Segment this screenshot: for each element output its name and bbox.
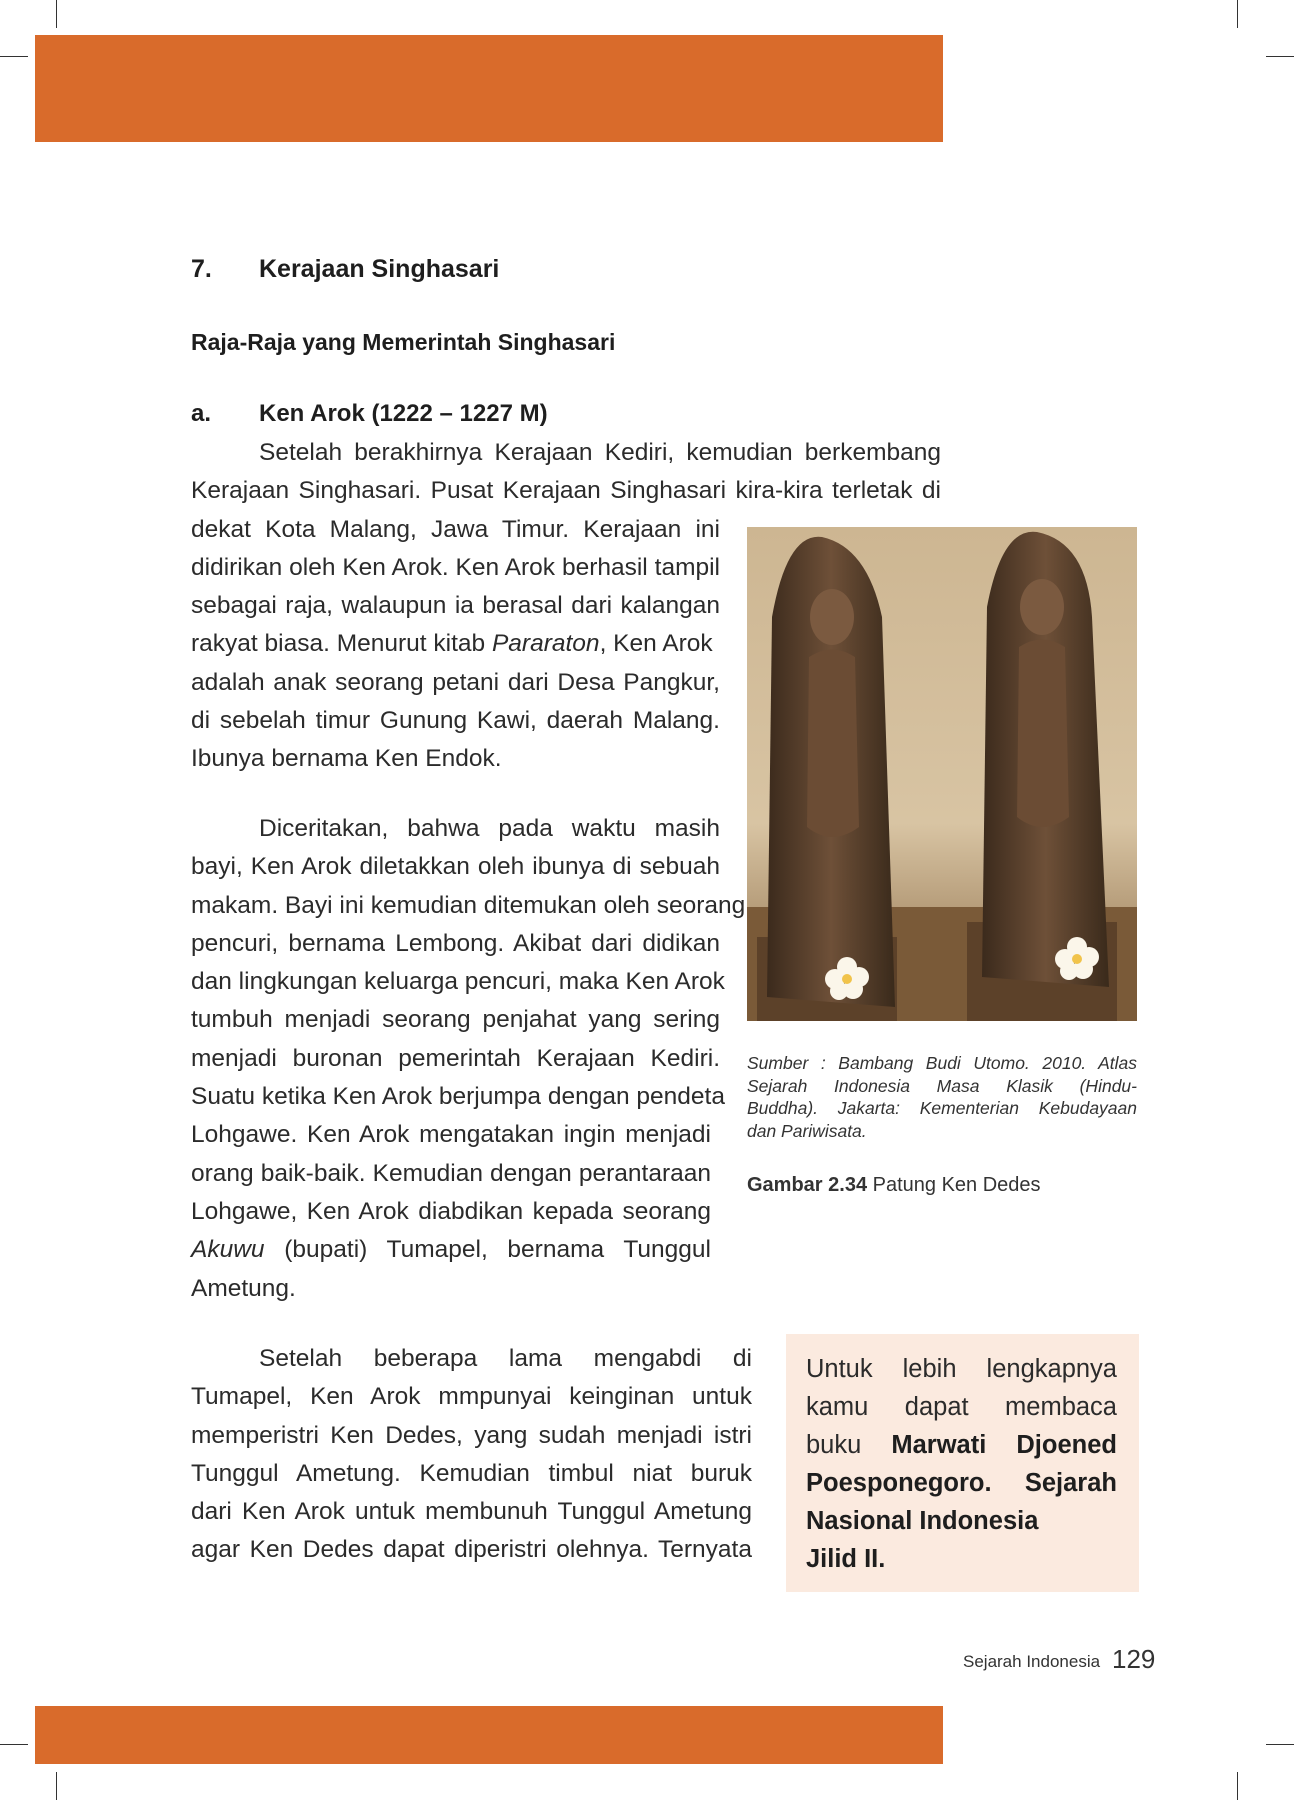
crop-mark <box>56 0 57 28</box>
text-line: Ametung. <box>191 1274 296 1302</box>
paragraph-2 <box>191 810 746 1308</box>
book-author: Marwati Djoened <box>891 1431 1117 1459</box>
italic-term: Pararaton <box>491 630 600 658</box>
text-line: didirikan oleh Ken Arok. Ken Arok berhasil tampil <box>191 553 720 581</box>
paragraph-3 <box>191 1340 752 1570</box>
statue-photo <box>747 527 1137 1021</box>
italic-term: Akuwu <box>191 1236 265 1264</box>
text-line: Tumapel, Ken Arok mmpunyai keinginan untuk <box>191 1383 752 1411</box>
item-heading <box>191 400 548 428</box>
text-line: makam. Bayi ini kemudian ditemukan oleh seorang <box>191 891 746 919</box>
text-line: dan lingkungan keluarga pencuri, maka Ken Arok <box>191 968 725 996</box>
text-line: dari Ken Arok untuk membunuh Tunggul Ametung <box>191 1498 752 1526</box>
figure-label: Gambar 2.34 <box>747 1174 868 1196</box>
text-line: Ibunya bernama Ken Endok. <box>191 745 502 773</box>
crop-mark <box>0 56 28 57</box>
text-line: dekat Kota Malang, Jawa Timur. Kerajaan ini <box>191 515 720 543</box>
text-line: Lohgawe, Ken Arok diabdikan kepada seorang <box>191 1197 711 1225</box>
section-heading <box>191 255 499 284</box>
text-line: Lohgawe. Ken Arok mengatakan ingin menjadi <box>191 1121 711 1149</box>
note-line: Untuk lebih lengkapnya <box>806 1355 1117 1383</box>
crop-mark <box>1237 0 1238 28</box>
reading-note-box <box>786 1334 1139 1592</box>
text-line: Setelah berakhirnya Kerajaan Kediri, kemudian berkembang <box>259 439 941 466</box>
figure-source <box>747 1052 1137 1142</box>
footer-band <box>35 1706 943 1764</box>
text-line: adalah anak seorang petani dari Desa Pangkur, <box>191 668 720 696</box>
text-line: memperistri Ken Dedes, yang sudah menjadi istri <box>191 1421 752 1449</box>
subsection-heading: Raja-Raja yang Memerintah Singhasari <box>191 329 616 355</box>
item-title: Ken Arok (1222 – 1227 M) <box>259 400 548 427</box>
text-line <box>191 1231 711 1269</box>
text-span: (bupati) Tumapel, bernama Tunggul <box>264 1236 711 1264</box>
text-span: , Ken Arok <box>599 630 713 658</box>
note-text: buku <box>806 1431 892 1459</box>
book-title: Poesponegoro. Sejarah <box>806 1469 1117 1497</box>
text-span: rakyat biasa. Menurut kitab <box>191 630 492 658</box>
caption-line: Sejarah Indonesia Masa Klasik (Hindu- <box>747 1075 1137 1096</box>
text-line: Diceritakan, bahwa pada waktu masih <box>259 815 720 842</box>
caption-line: Sumber : Bambang Budi Utomo. 2010. Atlas <box>747 1053 1137 1073</box>
caption-line: Buddha). Jakarta: Kementerian Kebudayaan <box>747 1098 1137 1118</box>
crop-mark <box>0 1744 28 1745</box>
item-letter: a. <box>191 400 212 427</box>
text-line: Setelah beberapa lama mengabdi di <box>259 1345 752 1372</box>
text-line <box>191 625 720 663</box>
text-line: Kerajaan Singhasari. Pusat Kerajaan Singhasari kira-kira terletak di <box>191 477 941 505</box>
note-line <box>806 1464 1117 1502</box>
note-line: kamu dapat membaca <box>806 1393 1117 1421</box>
crop-mark <box>1266 56 1294 57</box>
note-line <box>806 1426 1117 1464</box>
figure-caption <box>747 1174 1041 1197</box>
page-number: 129 <box>1112 1644 1156 1674</box>
book-volume: Jilid II. <box>806 1545 886 1573</box>
text-line: Suatu ketika Ken Arok berjumpa dengan pendeta <box>191 1083 725 1111</box>
text-line: di sebelah timur Gunung Kawi, daerah Malang. <box>191 707 720 735</box>
note-line <box>806 1502 1117 1540</box>
header-band <box>35 35 943 142</box>
caption-line: dan Pariwisata. <box>747 1120 867 1141</box>
figure-title: Patung Ken Dedes <box>867 1174 1041 1196</box>
text-line: agar Ken Dedes dapat diperistri olehnya. Ternyata <box>191 1536 752 1564</box>
text-line: sebagai raja, walaupun ia berasal dari kalangan <box>191 592 720 620</box>
text-line: pencuri, bernama Lembong. Akibat dari didikan <box>191 929 720 957</box>
text-line: orang baik-baik. Kemudian dengan perantaraan <box>191 1159 711 1187</box>
note-line <box>806 1540 1117 1578</box>
section-title: Kerajaan Singhasari <box>259 255 500 283</box>
text-line: tumbuh menjadi seorang penjahat yang sering <box>191 1006 720 1034</box>
text-line: menjadi buronan pemerintah Kerajaan Kediri. <box>191 1044 720 1072</box>
text-line: bayi, Ken Arok diletakkan oleh ibunya di sebuah <box>191 853 720 881</box>
section-number: 7. <box>191 255 212 283</box>
text-line: Tunggul Ametung. Kemudian timbul niat buruk <box>191 1459 752 1487</box>
book-title: Nasional Indonesia <box>806 1507 1039 1535</box>
crop-mark <box>56 1772 57 1800</box>
crop-mark <box>1266 1744 1294 1745</box>
crop-mark <box>1237 1772 1238 1800</box>
footer-book-title: Sejarah Indonesia <box>963 1652 1101 1671</box>
